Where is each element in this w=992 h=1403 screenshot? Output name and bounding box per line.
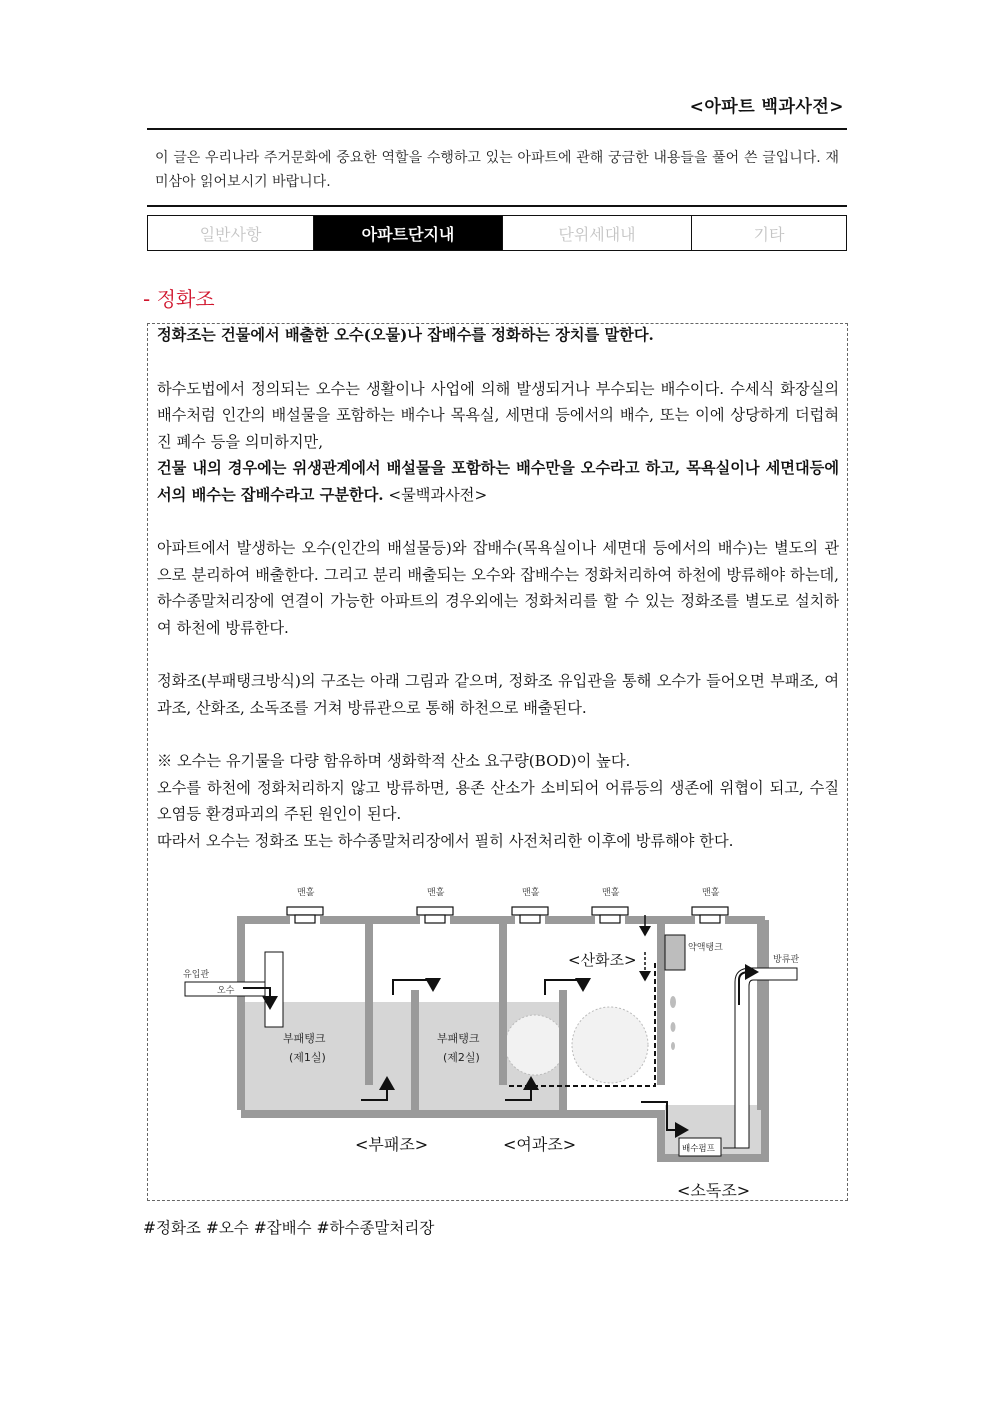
disinfection-tank-label: <소독조> (677, 1181, 751, 1200)
septic-tank-diagram (175, 880, 815, 1200)
divider (147, 128, 847, 130)
chemical-drops (670, 996, 676, 1050)
chemical-tank (665, 935, 685, 970)
tab-unit-household[interactable]: 단위세대내 (503, 216, 692, 250)
intro-text: 이 글은 우리나라 주거문화에 중요한 역할을 수행하고 있는 아파트에 관해 궁금한 내용들을 풀어 쓴 글입니다. 재미삼아 읽어보시기 바랍니다. (155, 150, 839, 190)
manhole-labels (297, 886, 720, 898)
oxidation-label: <산화조> (568, 951, 637, 969)
tank2-label: 부패탱크 (437, 1032, 480, 1045)
tank1-label: 부패탱크 (283, 1032, 326, 1045)
filter-media (505, 1007, 648, 1083)
paragraph: 아파트에서 발생하는 오수(인간의 배설물등)와 잡배수(목욕실이나 세면대 등에서의 배수)는 별도의 관으로 분리하여 배출한다. 그리고 분리 배출되는 오수와 잡배수는 정화처리하여 하천에 방류해야 하는데, 하수종말처리장에 연결이 가능한 아파트의 경우외에는 정화처리를 할 수 있는 정화조를 별도로 설치하여 하천에 방류한다. (157, 539, 839, 637)
tab-etc[interactable]: 기타 (753, 224, 785, 244)
hashtags: #정화조 #오수 #잡배수 #하수종말처리장 (143, 1219, 435, 1237)
manhole-label: 맨홀 (702, 888, 720, 898)
paragraph: 정화조(부패탱크방식)의 구조는 아래 그림과 같으며, 정화조 유입관을 통해 오수가 들어오면 부패조, 여과조, 산화조, 소독조를 거쳐 방류관으로 통해 하천으로 배출된다. (157, 672, 839, 717)
category-tabs (147, 215, 847, 251)
section-title: - 정화조 (143, 287, 215, 311)
note-line: 오수를 하천에 정화처리하지 않고 방류하면, 용존 산소가 소비되어 어류등의 생존에 위협이 되고, 수질오염등 환경파괴의 주된 원인이 된다. (157, 778, 839, 823)
chemical-tank-label: 약액탱크 (688, 943, 723, 953)
divider (147, 205, 847, 207)
tank1-sub-label: (제1실) (289, 1051, 326, 1064)
definition-text: 정화조는 건물에서 배출한 오수(오물)나 잡배수를 정화하는 장치를 말한다. (157, 326, 654, 344)
inlet-pipe-label: 유입관 (183, 970, 210, 980)
tank2-sub-label: (제2실) (443, 1051, 480, 1064)
paragraph-text: 하수도법에서 정의되는 오수는 생활이나 사업에 의해 발생되거나 부수되는 배수이다. 수세식 화장실의 배수처럼 인간의 배설물을 포함하는 배수나 목욕실, 세면대 등에서의 배수, 또는 이에 상당하게 더럽혀진 폐수 등을 의미하지만, (157, 379, 839, 451)
manhole-label: 맨홀 (297, 888, 315, 898)
outlet-pipe-label: 방류관 (773, 955, 800, 965)
note-line: ※ 오수는 유기물을 다량 함유하며 생화학적 산소 요구량(BOD)이 높다. (157, 752, 631, 770)
tab-apartment-complex[interactable]: 아파트단지내 (314, 216, 503, 250)
paragraph-bold-text: 건물 내의 경우에는 위생관계에서 배설물을 포함하는 배수만을 오수라고 하고, 목욕실이나 세면대등에서의 배수는 잡배수라고 구분한다. (157, 459, 839, 504)
filter-tank-label: <여과조> (503, 1135, 577, 1154)
drain-pump-label: 배수펌프 (682, 1144, 715, 1154)
inlet-riser (265, 952, 283, 1027)
manhole-label: 맨홀 (602, 888, 620, 898)
manhole-label: 맨홀 (522, 888, 540, 898)
article-body (157, 322, 839, 854)
source-reference: <물백과사전> (383, 485, 488, 504)
document-title: <아파트 백과사전> (689, 97, 844, 117)
manhole-label: 맨홀 (427, 888, 445, 898)
note-line: 따라서 오수는 정화조 또는 하수종말처리장에서 필히 사전처리한 이후에 방류해야 한다. (157, 831, 734, 850)
septic-tank-label: <부패조> (355, 1135, 429, 1154)
sewage-label: 오수 (217, 986, 235, 996)
tab-general[interactable]: 일반사항 (148, 216, 314, 250)
paragraph (157, 376, 839, 509)
